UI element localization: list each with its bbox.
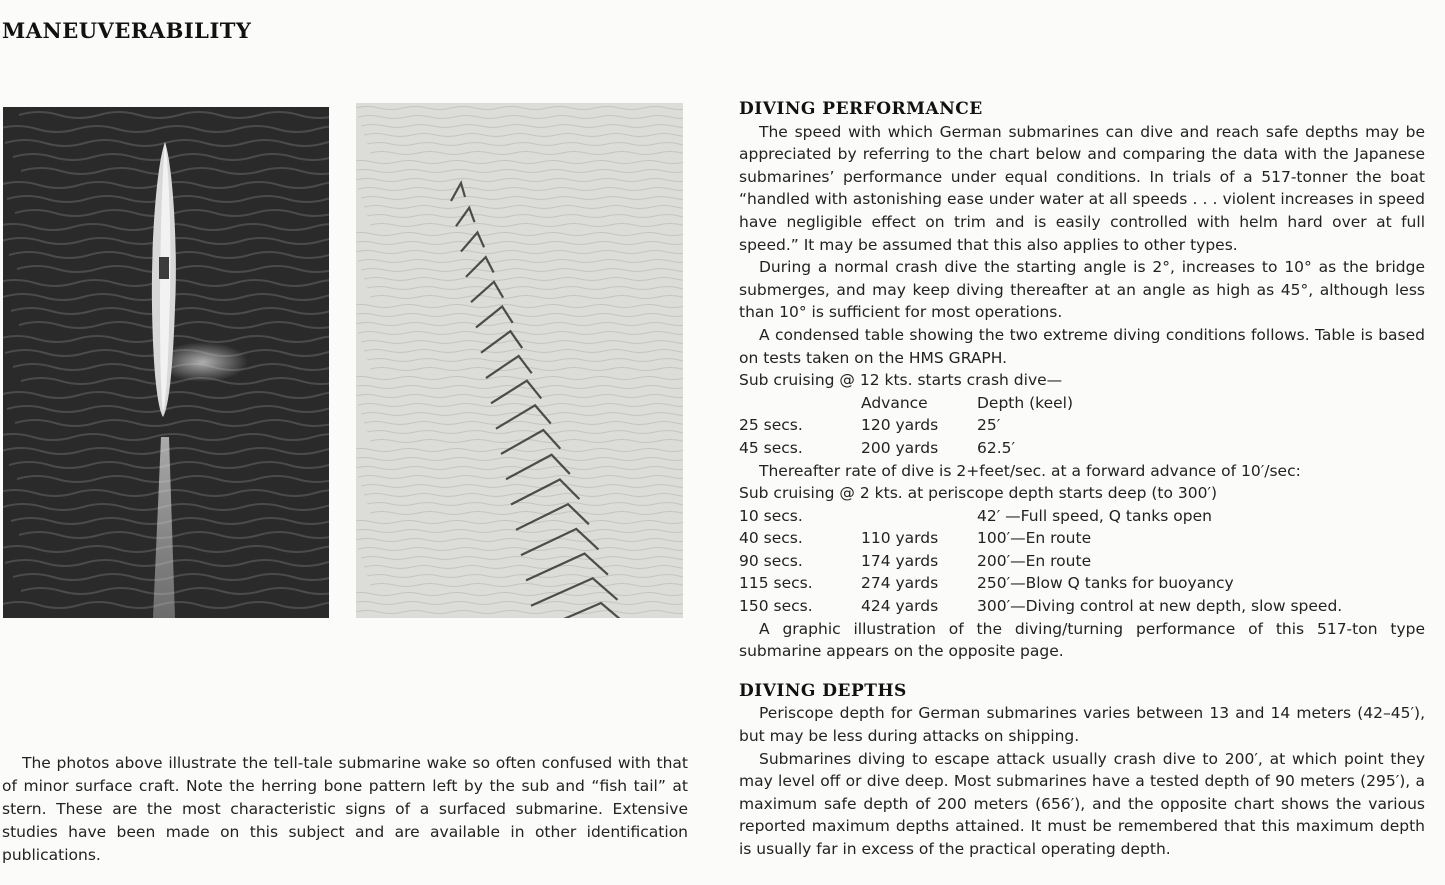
depth-cell: 200′—En route [977,551,1092,570]
table-row [739,527,1342,550]
diving-performance-paragraph-3: A condensed table showing the two extreme diving conditions follows. Table is based on tests taken on the HMS GRAPH. [739,325,1425,367]
table-header-row [739,392,1073,415]
diving-depths-paragraph-2: Submarines diving to escape attack usually crash dive to 200′, at which point they may level off or dive deep. Most submarines have a tested depth of 90 meters (295′), a maximum safe depth of 200 meters (656′), and the opposite chart shows the various reported maximum depths attained. It must be remembered that this maximum depth is usually far in excess of the practical operating depth. [739,749,1425,858]
time-cell: 45 secs. [739,438,803,457]
diving-depths-heading: DIVING DEPTHS [739,680,907,701]
herring-bone-wake-photo [356,103,683,618]
table-row [739,550,1342,573]
submarine-photo-dark-water [3,107,329,618]
diving-depths-paragraph-1: Periscope depth for German submarines varies between 13 and 14 meters (42–45′), but may be less during attacks on shipping. [739,704,1425,746]
advance-cell: 424 yards [861,597,939,616]
caption-text: The photos above illustrate the tell-tale submarine wake so often confused with that of minor surface craft. Note the herring bone pattern left by the sub and “fish tail” at stern. These are the most characteristic signs of a surfaced submarine. Extensive studies have been made on this subject and are available in other identification publications. [2,754,688,864]
advance-cell: 200 yards [861,438,939,457]
table-row [739,505,1342,528]
table-row [739,437,1073,460]
photo-caption [2,752,688,867]
time-cell: 90 secs. [739,551,803,570]
advance-cell: 274 yards [861,574,939,593]
advance-cell: 120 yards [861,416,939,435]
depth-cell: 250′—Blow Q tanks for buoyancy [977,574,1234,593]
depth-header: Depth (keel) [977,393,1074,412]
time-cell: 40 secs. [739,529,803,548]
thereafter-rate-line: Thereafter rate of dive is 2+feet/sec. at a forward advance of 10′/sec: [759,461,1301,480]
time-cell: 10 secs. [739,506,803,525]
diving-performance-paragraph-1: The speed with which German submarines can dive and reach safe depths may be appreciated by referring to the chart below and comparing the data with the Japanese submarines’ performance under equal conditions. In trials of a 517-tonner the boat “handled with astonishing ease under water at all speeds . . . violent increases in speed have negligible effect on trim and is easily controlled with helm hard over at full speed.” It may be assumed that this also applies to other types. [739,122,1425,254]
time-cell: 25 secs. [739,416,803,435]
diving-performance-heading: DIVING PERFORMANCE [739,99,983,119]
diving-performance-paragraph-4: A graphic illustration of the diving/turning performance of this 517-ton type submarine appears on the opposite page. [739,619,1425,661]
advance-cell: 110 yards [861,529,939,548]
table-row [739,572,1342,595]
crash-dive-condition: Sub cruising @ 12 kts. starts crash dive— [739,371,1063,390]
time-cell: 115 secs. [739,574,813,593]
page-title: MANEUVERABILITY [2,18,252,43]
table-row [739,414,1073,437]
crash-dive-table [739,392,1073,460]
deep-dive-table [739,505,1342,618]
advance-cell: 174 yards [861,551,939,570]
depth-cell: 42′ —Full speed, Q tanks open [977,506,1212,525]
table-row [739,595,1342,618]
periscope-dive-condition: Sub cruising @ 2 kts. at periscope depth starts deep (to 300′) [739,484,1218,503]
advance-cell [861,505,977,528]
diving-performance-paragraph-2: During a normal crash dive the starting angle is 2°, increases to 10° as the bridge submerges, and may keep diving thereafter at an angle as high as 45°, although less than 10° is sufficient for most operations. [739,258,1425,322]
depth-cell: 300′—Diving control at new depth, slow speed. [977,597,1343,616]
text-column [739,98,1425,861]
depth-cell: 25′ [977,416,1001,435]
depth-cell: 100′—En route [977,529,1092,548]
time-cell: 150 secs. [739,597,813,616]
depth-cell: 62.5′ [977,438,1016,457]
advance-header: Advance [861,393,928,412]
